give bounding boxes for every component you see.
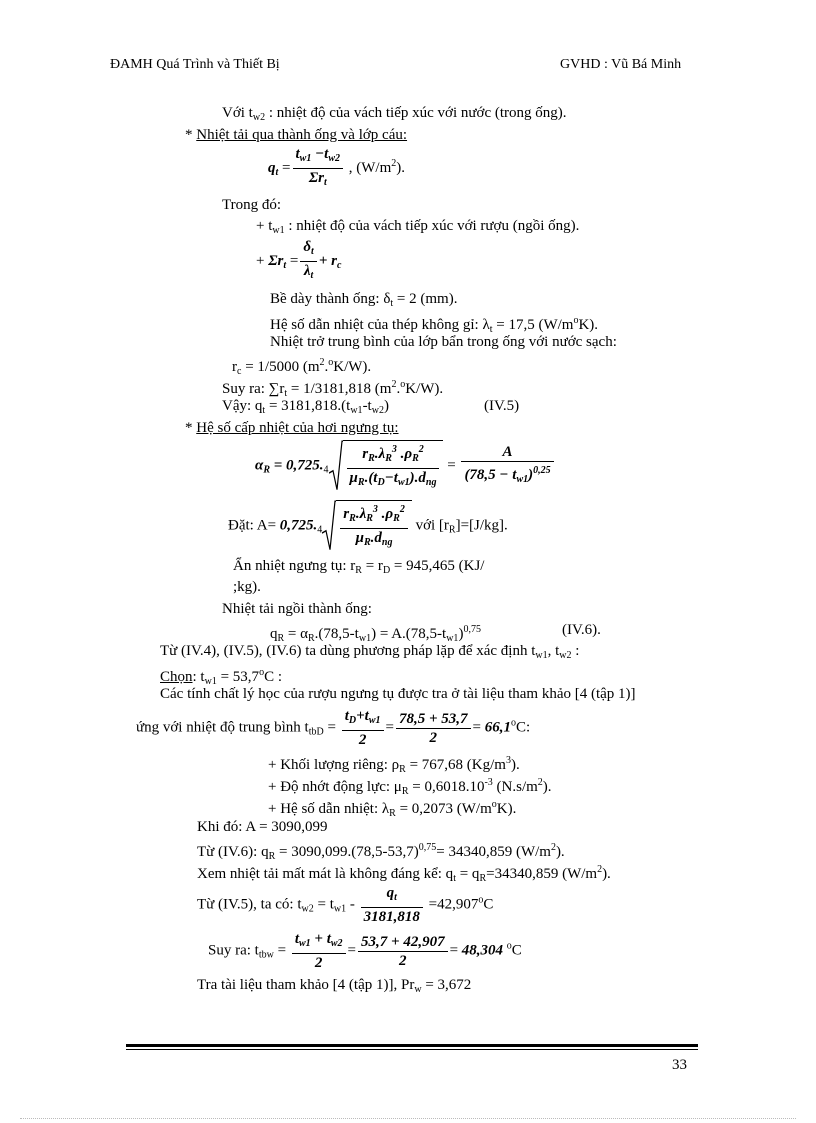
line-nhiet-tro: Nhiệt trở trung bình của lớp bẩn trong ống với nước sạch:: [270, 334, 617, 350]
equation-qt: $q_t$ = $\frac{t_{w1} -t_{w2}}{\Sigma r_t}$ , $(W/m^2)$.: [268, 146, 406, 188]
line-be-day: Bề dày thành ống: $\delta_t = 2$ (mm).: [270, 291, 458, 309]
line-xem-nhiet-tai: Xem nhiệt tải mất mát là không đáng kể: $q_t = q_R=34340,859$ $(W/m^2)$.: [197, 864, 611, 884]
equation-sum-rt: + $\Sigma r_t$ = $\frac{\delta_t}{\lambda_t}$ + $r_c$: [256, 239, 342, 281]
line-trong-do: Trong đó:: [222, 197, 282, 213]
equation-dat-a: Đặt: $A= 0,725._4$ $\frac{r_R.\lambda_R^3 .\rho_R^2}{\mu_R.d_{ng}}$ với $[r_R]=[J/kg]$.: [228, 500, 508, 552]
line-vay: Vậy: $q_t = 3181,818.(t_{w1}-t_{w2})$: [222, 398, 389, 416]
equation-ttbd: ứng với nhiệt độ trung bình $t_{tbD}$ = $\frac{t_D+t_{w1}}{2}$ = $\frac{78,5 + 53,7}{2}$ = $66,1^oC$:: [136, 708, 531, 748]
header-right: GVHD : Vũ Bá Minh: [560, 57, 682, 72]
equation-alpha-r: $\alpha_R = 0,725._4$ $\frac{r_R.\lambda_R^3 .\rho_R^2}{\mu_R.(t_D-t_{w1}).d_{ng}}$ = $\frac{A}{(78,5 - t_{w1})^{0,25}}$: [255, 440, 556, 492]
footer-rule-thick: [126, 1044, 698, 1047]
line-suy-ra-sum: Suy ra: $\sum r_t = 1/3181,818$ $(m^2.^oK/W)$.: [222, 379, 444, 399]
line-qr: $q_R = \alpha_R.(78,5-t_{w1}) = A.(78,5-t_{w1})^{0,75}$: [270, 624, 481, 644]
line-he-so-thep: Hệ số dẫn nhiệt của thép không gỉ: $\lambda_t = 17,5$ $(W/m^oK)$.: [270, 315, 599, 335]
line-tu-iv4: Từ (IV.4), (IV.5), (IV.6) ta dùng phương pháp lặp để xác định $t_{w1}$, $t_{w2}$ :: [160, 643, 580, 661]
equation-tw2: Từ (IV.5), ta có: $t_{w2} = t_{w1}$ - $\frac{q_t}{3181,818}$ $=42,907^oC$: [197, 885, 494, 925]
heading-he-so-cap-nhiet: * Hệ số cấp nhiệt của hơi ngưng tụ:: [185, 420, 399, 436]
footer-rule-thin: [126, 1049, 698, 1050]
line-rc: $r_c = 1/5000$ $(m^2.^oK/W)$.: [232, 357, 372, 377]
line-tw1: + $t_{w1}$ : nhiệt độ của vách tiếp xúc với rượu (ngồi ống).: [256, 218, 580, 236]
line-he-so-dan-nhiet: + Hệ số dẫn nhiệt: $\lambda_R = 0,2073$ $(W/m^oK)$.: [268, 799, 517, 819]
line-khi-do: Khi đó: A = 3090,099: [197, 819, 328, 835]
line-an-nhiet-cont: ;kg).: [233, 579, 261, 595]
page-bottom-dotted-line: [20, 1118, 796, 1119]
equation-tag-iv5: (IV.5): [484, 398, 520, 414]
equation-tag-iv6: (IV.6).: [562, 622, 601, 638]
line-vach-nuoc: Với $t_{w2}$ : nhiệt độ của vách tiếp xúc với nước (trong ống).: [222, 105, 567, 123]
line-nhiet-tai-ngoi: Nhiệt tải ngồi thành ống:: [222, 601, 372, 617]
heading-nhiet-tai: * Nhiệt tải qua thành ống và lớp cáu:: [185, 127, 408, 143]
line-do-nhot: + Độ nhớt động lực: $\mu_R = 0,6018.10^{-3}$ $(N.s/m^2)$.: [268, 777, 552, 797]
line-cac-tinh-chat: Các tính chất lý học của rượu ngưng tụ được tra ở tài liệu tham khảo [4 (tập 1)]: [160, 686, 636, 702]
line-tra-tai-lieu: Tra tài liệu tham khảo [4 (tập 1)], $Pr_w = 3,672$: [197, 977, 472, 995]
header-left: ĐAMH Quá Trình và Thiết Bị: [110, 57, 280, 72]
line-an-nhiet: Ẩn nhiệt ngưng tụ: $r_R = r_D = 945,465$ (KJ/: [233, 558, 485, 576]
equation-ttbw: Suy ra: $t_{tbw}$ = $\frac{t_{w1} + t_{w2}}{2}$ = $\frac{53,7 + 42,907}{2}$ = 48,304 $^o$C: [208, 931, 522, 971]
line-tu-iv6: Từ (IV.6): $q_R = 3090,099.(78,5-53,7)^{0,75}= 34340,859$ $(W/m^2)$.: [197, 842, 565, 862]
line-khoi-luong-rieng: + Khối lượng riêng: $\rho_R = 767,68$ $(Kg/m^3)$.: [268, 755, 520, 775]
line-chon: Chọn: $t_{w1} = 53,7^oC$ :: [160, 667, 282, 687]
page-number: 33: [672, 1057, 687, 1073]
